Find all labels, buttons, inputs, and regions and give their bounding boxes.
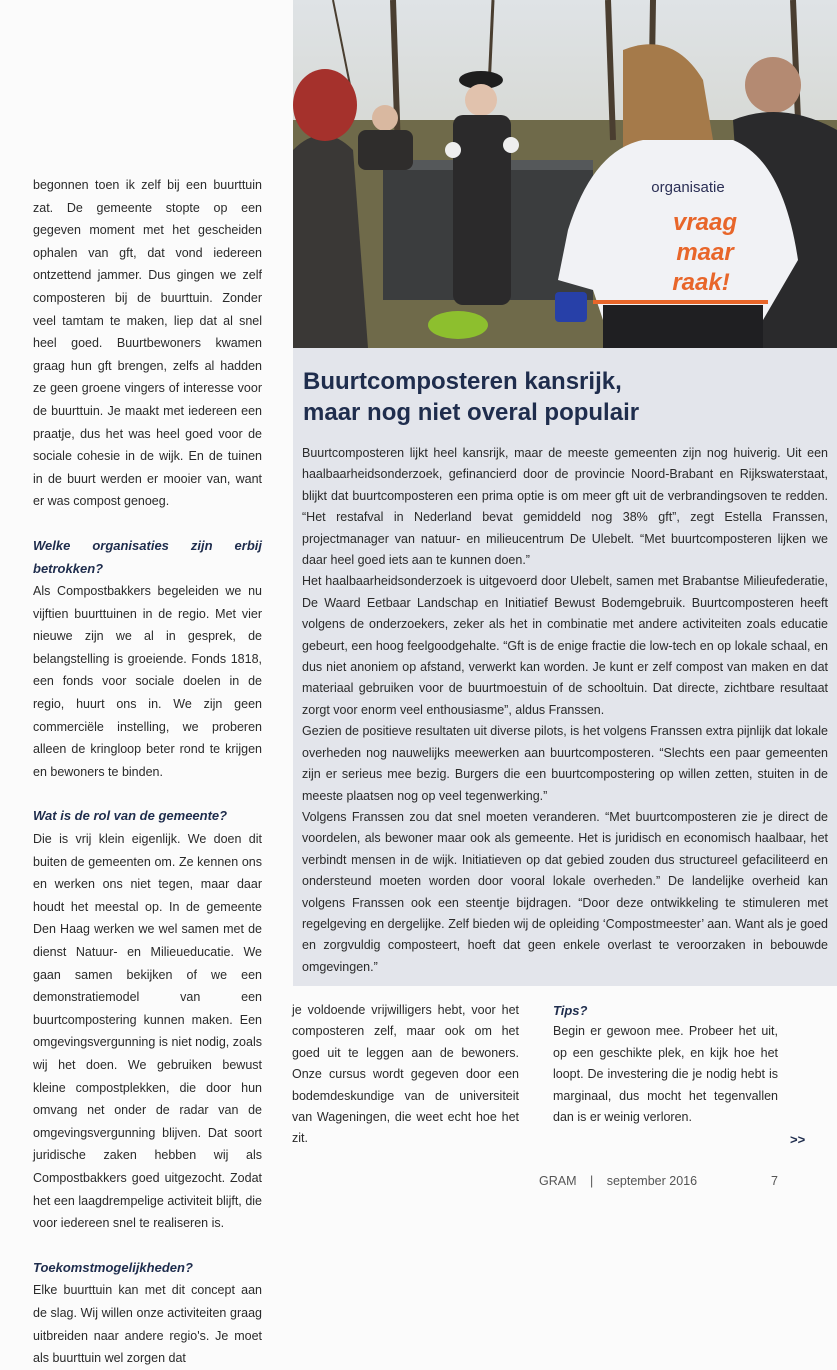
middle-column: [292, 1000, 519, 1150]
magazine-name: GRAM: [539, 1174, 577, 1188]
continue-arrow-icon: >>: [790, 1132, 806, 1147]
shirt-text: organisatie: [651, 179, 725, 196]
question-heading: Welke organisaties zijn erbij betrokken?: [33, 537, 262, 576]
page-footer: [539, 1174, 707, 1188]
left-column: [33, 174, 262, 1370]
blue-bucket: [555, 292, 587, 322]
tips-paragraph: Begin er gewoon mee. Probeer het uit, op een geschikte plek, en kijk hoe het loopt. De investering die je nodig hebt is marginaal, dus mocht het tegenvallen dan is er weinig verloren.: [553, 1024, 778, 1125]
photo-scene: [293, 0, 837, 348]
shirt-text: maar: [676, 239, 734, 266]
issue-date: september 2016: [606, 1174, 698, 1188]
headline-line: Buurtcomposteren kansrijk,: [303, 368, 622, 395]
footer-separator: |: [589, 1174, 594, 1188]
sidebar-article-box: [293, 348, 837, 986]
page-number: 7: [771, 1174, 778, 1188]
body-paragraph: Volgens Franssen zou dat snel moeten veranderen. “Met buurtcomposteren zie je direct de voordelen, als bewoner maar ook als gemeente. Het is juridisch en economisch haalbaar, het verbindt mensen in de wijk. Initiatieven op dat gebied zouden dus structureel gefaciliteerd en ondersteund moeten worden door vooral lokale overheden.” De landelijke overheid kan volgens Franssen ook een steentje bijdragen. “Door deze ontwikkeling te stimuleren met regelgeving en dergelijke. Zelf bieden wij de opleiding ‘Compostmeester’ aan. Want als je goed en zorgvuldig composteert, hoeft dat geen enkele overlast te veroorzaken in bebouwde omgevingen.”: [302, 809, 828, 974]
intro-paragraph: begonnen toen ik zelf bij een buurttuin zat. De gemeente stopte op een gegeven moment met het gescheiden ophalen van gft, dat vond iedereen ontzettend jammer. Dus gingen we zelf composteren bij de buurttuin. Zonder veel tamtam te maken, liep dat al snel heel goed. Buurtbewoners kwamen graag hun gft brengen, zelfs al hadden ze geen groene vingers of interesse voor de buurttuin. Je maakt met iedereen een praatje, dus het was heel goed voor de sociale cohesie in de wijk. En de tuinen in de buurt werden er mooier van, want er was compost genoeg.: [33, 178, 262, 509]
question-heading: Toekomstmogelijkheden?: [33, 1259, 193, 1275]
question-heading: Wat is de rol van de gemeente?: [33, 808, 228, 824]
article-photo: [293, 0, 837, 348]
shirt-text: vraag: [672, 209, 738, 236]
sidebar-body: [302, 443, 828, 978]
shirt-text: raak!: [672, 269, 730, 296]
tips-heading: Tips?: [553, 1003, 588, 1018]
body-paragraph: Het haalbaarheidsonderzoek is uitgevoerd door Ulebelt, samen met Brabantse Milieufederatie, De Waard Eetbaar Landschap en Initiatief Bewust Bodemgebruik. Buurtcomposteren heeft volgens de onderzoekers, zeker als het in combinatie met andere activiteiten zoals educatie gebeurt, een hoog feelgoodgehalte. “Gft is de enige fractie die low-tech en op lokale schaal, en dus niet anoniem op afstand, verwerkt kan worden. Je kunt er zelf compost van maken en dat materiaal gebruiken voor de buurtmoestuin of de schooltuin. Dat directe, zichtbare resultaat zorgt voor enorm veel enthousiasme”, aldus Franssen.: [302, 574, 828, 717]
answer-paragraph: Die is vrij klein eigenlijk. We doen dit buiten de gemeenten om. Ze kennen ons en werken ons niet tegen, maar daar houdt het meestal op. In de gemeente Den Haag werken we wel samen met de dienst Natuur- en Milieueducatie. We gaan samen bekijken of we een demonstratiemodel van een buurtcompostering kunnen maken. Een omgevingsvergunning is niet nodig, zoals wij het doen. We gebruiken bewust kleine compostplekken, die door hun omvang net onder de radar van de omgevingsvergunning blijven. Dat soort juridische zaken hebben wij als Compostbakkers goed uitgezocht. Zodat het een laagdrempelige activiteit blijft, die voor iedereen snel te realiseren is.: [33, 832, 262, 1231]
body-paragraph: Buurtcomposteren lijkt heel kansrijk, maar de meeste gemeenten zijn nog huiverig. Uit een haalbaarheidsonderzoek, gefinancierd door de provincie Noord-Brabant en Rijkswaterstaat, blijkt dat buurtcomposteren een prima optie is om meer gft uit de verbrandingsoven te redden. “Het restafval in Nederland bevat gemiddeld nog 38% gft”, zegt Estella Franssen, projectmanager van natuur- en milieucentrum De Ulebelt. “Met buurtcomposteren lijken we daar heel goed iets aan te kunnen doen.”: [302, 446, 828, 568]
answer-paragraph: Elke buurttuin kan met dit concept aan de slag. Wij willen onze activiteiten graag uitbreiden naar andere regio's. Je moet als buurttuin wel zorgen dat: [33, 1283, 262, 1366]
tips-column: [553, 1000, 778, 1128]
answer-paragraph: Als Compostbakkers begeleiden we nu vijftien buurttuinen in de regio. Met vier nieuwe zijn we al in gesprek, de belangstelling is groeiende. Fonds 1818, een fonds voor sociale doelen in de regio, huurt ons in. We zijn geen commerciële instelling, we proberen alleen de kringloop beter rond te krijgen en bewoners te binden.: [33, 584, 262, 779]
sidebar-headline: [303, 366, 639, 428]
headline-line: maar nog niet overal populair: [303, 399, 640, 426]
green-bucket: [428, 311, 488, 339]
body-paragraph: Gezien de positieve resultaten uit diverse pilots, is het volgens Franssen extra pijnlijk dat lokale overheden nog nauwelijks meewerken aan buurtcomposteren. “Slechts een paar gemeenten zijn er serieus mee bezig. Burgers die een buurtcompostering op willen zetten, stuiten in de meeste plaatsen nog op veel tegenwerking.”: [302, 724, 828, 803]
continued-paragraph: je voldoende vrijwilligers hebt, voor het composteren zelf, maar ook om het goed uit te leggen aan de bewoners. Onze cursus wordt gegeven door een bodemdeskundige van de universiteit van Wageningen, die weet echt hoe het zit.: [292, 1003, 519, 1146]
